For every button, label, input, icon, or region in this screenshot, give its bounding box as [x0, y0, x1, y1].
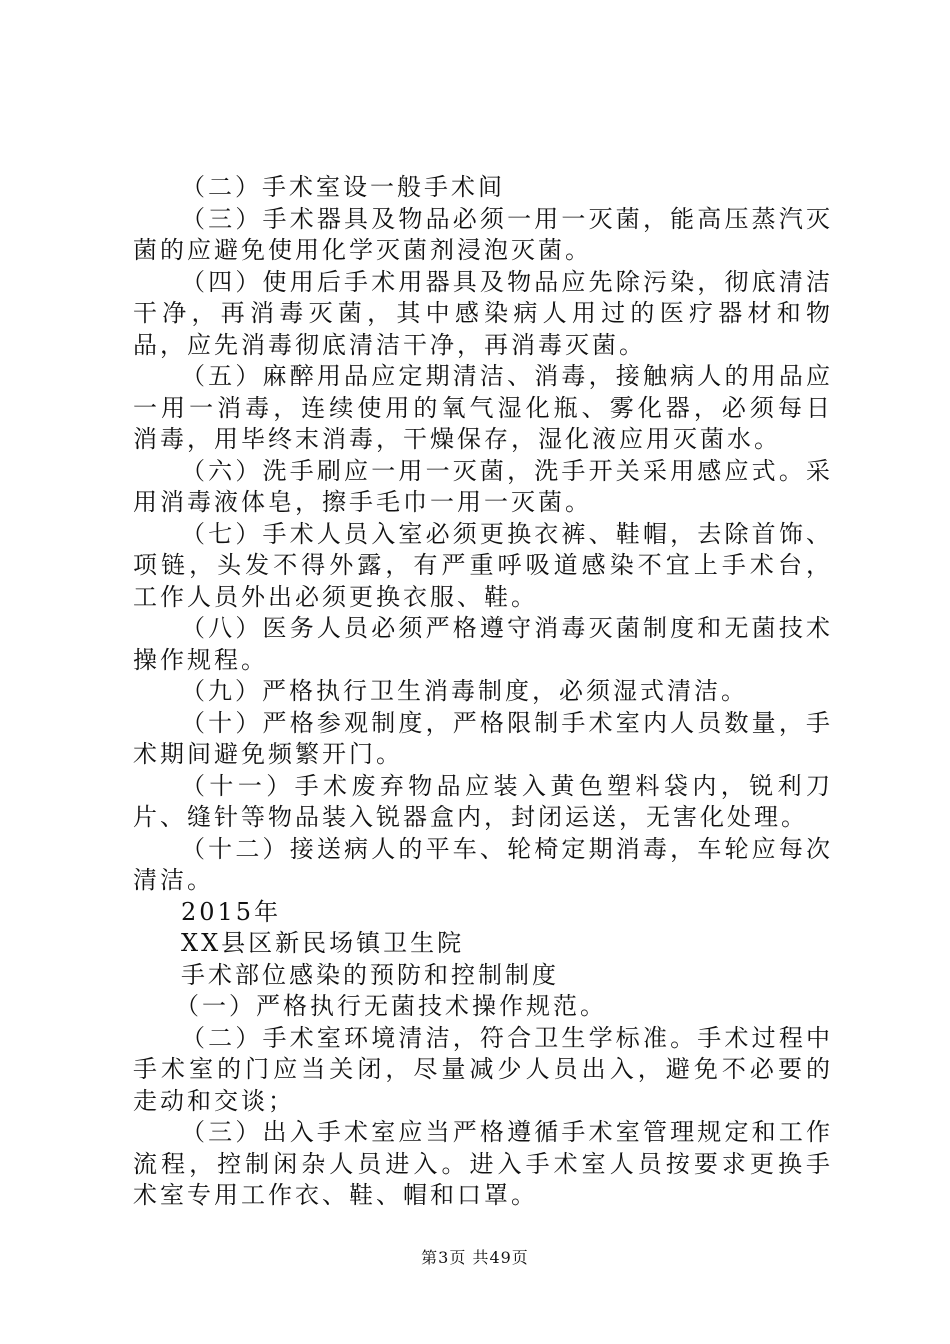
document-body — [133, 172, 833, 1212]
section-paragraph-2: （二）手术室环境清洁，符合卫生学标准。手术过程中手术室的门应当关闭，尽量减少人员出入，避免不必要的走动和交谈； — [133, 1023, 833, 1115]
document-year: 2015年 — [181, 897, 282, 926]
paragraph-4-post-use-cleaning: （四）使用后手术用器具及物品应先除污染，彻底清洁干净，再消毒灭菌，其中感染病人用过的医疗器材和物品，应先消毒彻底清洁干净，再消毒灭菌。 — [133, 267, 833, 359]
paragraph-7-staff-attire: （七）手术人员入室必须更换衣裤、鞋帽，去除首饰、项链，头发不得外露，有严重呼吸道感染不宜上手术台，工作人员外出必须更换衣服、鞋。 — [133, 519, 833, 611]
paragraph-10-visitation: （十）严格参观制度，严格限制手术室内人员数量，手术期间避免频繁开门。 — [133, 708, 833, 768]
section-title: 手术部位感染的预防和控制制度 — [181, 960, 559, 989]
paragraph-2-operating-room: （二）手术室设一般手术间 — [181, 173, 505, 201]
hospital-name: XX县区新民场镇卫生院 — [181, 929, 465, 957]
paragraph-8-aseptic-rules: （八）医务人员必须严格遵守消毒灭菌制度和无菌技术操作规程。 — [133, 614, 833, 674]
paragraph-11-waste: （十一）手术废弃物品应装入黄色塑料袋内，锐利刀片、缝针等物品装入锐器盒内，封闭运送，无害化处理。 — [133, 771, 833, 831]
page-footer: 第3页 共49页 — [421, 1248, 529, 1267]
paragraph-9-disinfection: （九）严格执行卫生消毒制度，必须湿式清洁。 — [181, 677, 748, 705]
paragraph-12-transport: （十二）接送病人的平车、轮椅定期消毒，车轮应每次清洁。 — [133, 834, 833, 894]
paragraph-6-hand-brush: （六）洗手刷应一用一灭菌，洗手开关采用感应式。采用消毒液体皂，擦手毛巾一用一灭菌。 — [133, 456, 833, 516]
section-paragraph-3: （三）出入手术室应当严格遵循手术室管理规定和工作流程，控制闲杂人员进入。进入手术室人员按要求更换手术室专用工作衣、鞋、帽和口罩。 — [133, 1118, 833, 1209]
paragraph-3-instrument-sterilization: （三）手术器具及物品必须一用一灭菌，能高压蒸汽灭菌的应避免使用化学灭菌剂浸泡灭菌。 — [133, 204, 833, 264]
section-paragraph-1: （一）严格执行无菌技术操作规范。 — [175, 992, 607, 1020]
paragraph-5-anesthesia-supplies: （五）麻醉用品应定期清洁、消毒，接触病人的用品应一用一消毒，连续使用的氧气湿化瓶、雾化器，必须每日消毒，用毕终末消毒，干燥保存，湿化液应用灭菌水。 — [133, 362, 833, 453]
